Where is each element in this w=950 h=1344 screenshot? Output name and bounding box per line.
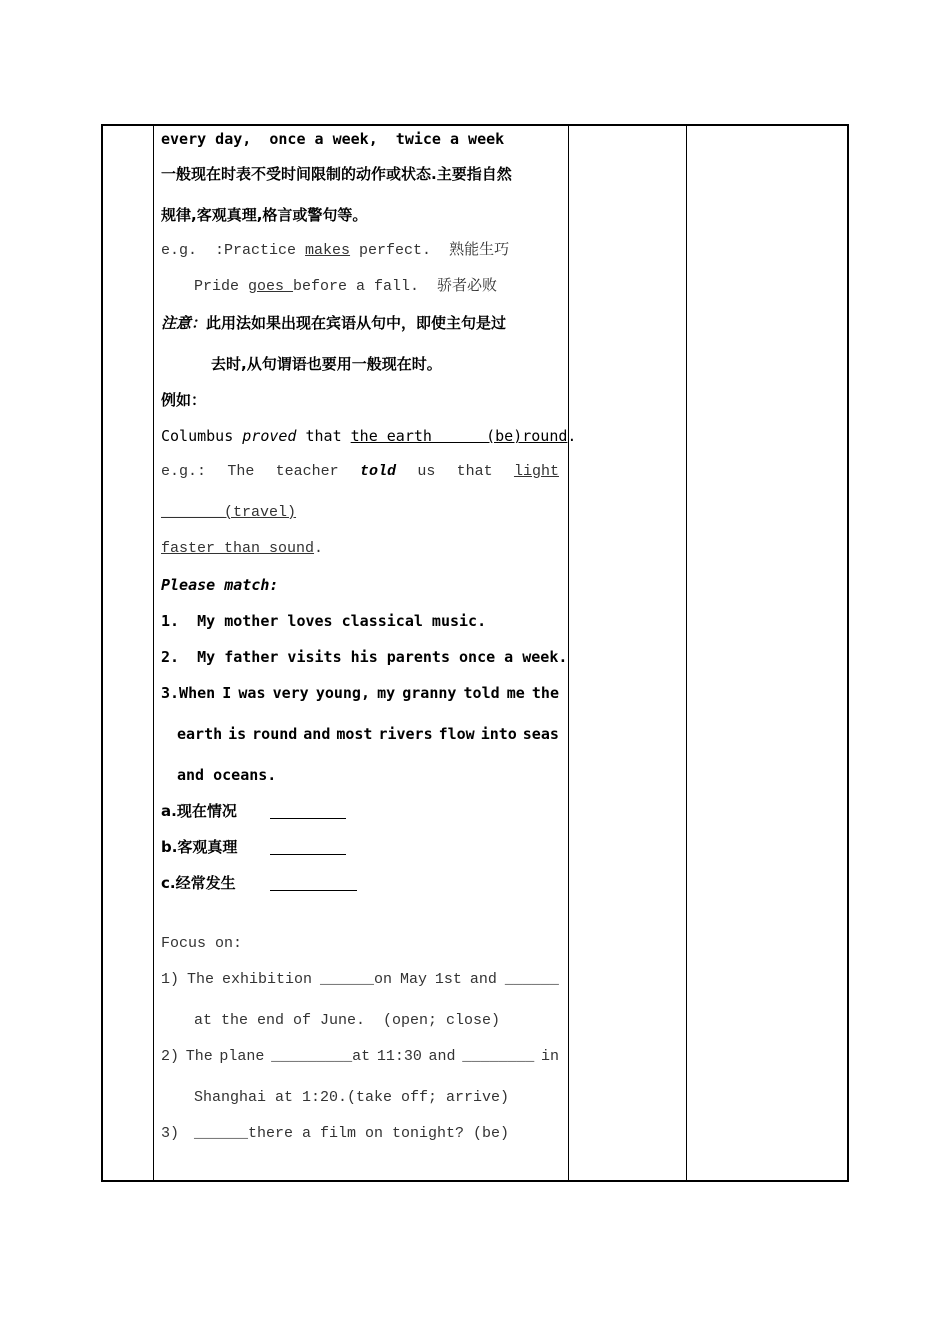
example-line: Pride goes before a fall. 骄者必败 xyxy=(194,278,498,295)
example-line: e.g.: The teacher told us that light xyxy=(161,463,559,480)
exercise-item: 3) xyxy=(161,1125,180,1142)
exercise-item: Shanghai at 1:20.(take off; arrive) xyxy=(194,1089,510,1106)
exercise-item: at the end of June. (open; close) xyxy=(194,1012,501,1029)
match-sentence: earth is round and most rivers flow into seas xyxy=(177,725,559,743)
match-option: b.客观真理 xyxy=(161,838,238,856)
exercise-item: ______there a film on tonight? (be) xyxy=(194,1125,510,1142)
rule-text: 一般现在时表不受时间限制的动作或状态.主要指自然 xyxy=(161,165,512,183)
answer-blank[interactable] xyxy=(270,876,357,891)
column-divider xyxy=(686,126,687,1180)
exercise-item: 1) The exhibition ______on May 1st and ______ xyxy=(161,971,559,988)
note-line: 注意：此用法如果出现在宾语从句中，即使主句是过 xyxy=(161,314,507,332)
rule-text: 规律,客观真理,格言或警句等。 xyxy=(161,206,368,224)
match-option: c.经常发生 xyxy=(161,874,236,892)
example-line: faster than sound. xyxy=(161,540,324,557)
example-sentence: Columbus proved that the earth (be)round. xyxy=(161,427,577,445)
match-sentence: and oceans. xyxy=(177,766,277,784)
example-line: _______(travel) xyxy=(161,504,297,521)
column-divider xyxy=(568,126,569,1180)
section-heading: Focus on: xyxy=(161,935,243,952)
answer-blank[interactable] xyxy=(270,804,346,819)
content-cell xyxy=(161,124,577,1180)
note-line: 去时,从句谓语也要用一般现在时。 xyxy=(211,355,442,373)
exercise-heading: Please match: xyxy=(161,576,279,594)
frequency-phrases: every day, once a week, twice a week xyxy=(161,130,505,148)
example-heading: 例如： xyxy=(161,391,207,409)
column-divider xyxy=(153,126,154,1180)
answer-blank[interactable] xyxy=(270,840,346,855)
match-sentence: 1. My mother loves classical music. xyxy=(161,612,487,630)
match-sentence: 2. My father visits his parents once a week. xyxy=(161,648,568,666)
exercise-item: 2) The plane _________at 11:30 and ________ in xyxy=(161,1048,559,1065)
match-sentence: 3.When I was very young, my granny told me the xyxy=(161,684,559,702)
match-option: a.现在情况 xyxy=(161,802,237,820)
example-line: e.g. :Practice makes perfect. 熟能生巧 xyxy=(161,242,510,259)
